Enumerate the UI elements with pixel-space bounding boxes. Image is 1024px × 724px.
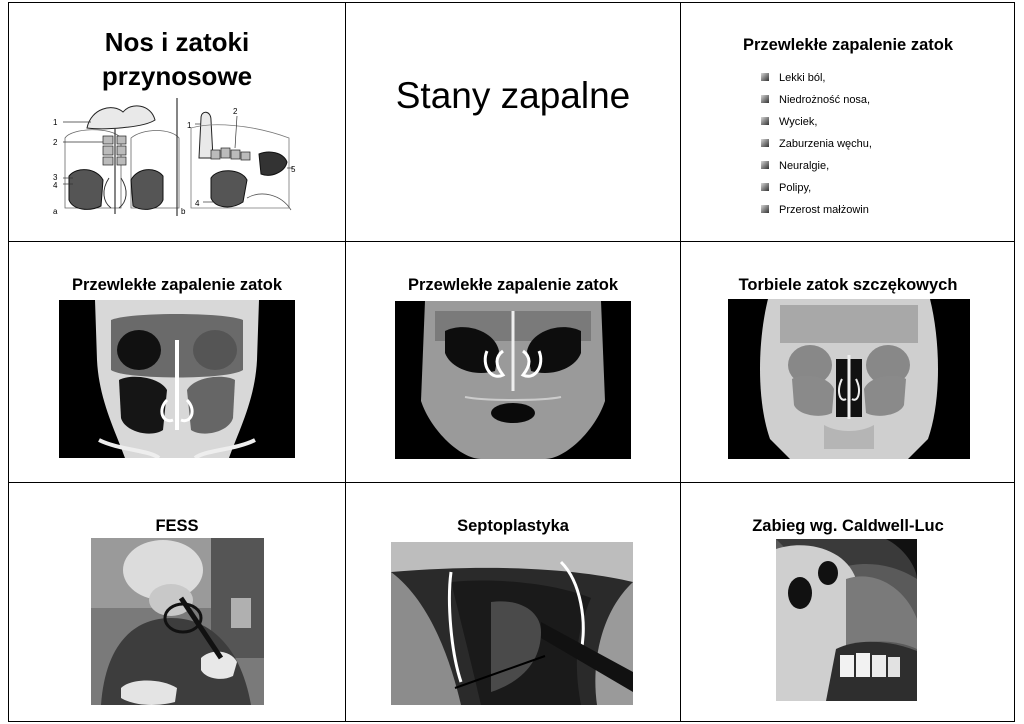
bullet-icon [761, 183, 769, 191]
figure-label: 2 [53, 138, 58, 147]
slide-title [9, 25, 345, 93]
list-item [761, 111, 872, 133]
slide-6 [681, 242, 1015, 482]
list-item-text: Niedrożność nosa, [779, 94, 871, 106]
list-item [761, 67, 872, 89]
sinus-anatomy-diagram [51, 98, 299, 216]
bullet-icon [761, 205, 769, 213]
slide-8 [346, 483, 680, 723]
figure-label: 2 [233, 107, 238, 116]
slide-title: Przewlekłe zapalenie zatok [742, 36, 953, 54]
figure-label: b [181, 207, 186, 216]
slide-title: Zabieg wg. Caldwell-Luc [752, 517, 944, 535]
bullet-icon [761, 117, 769, 125]
symptom-list [761, 67, 872, 221]
slide-title: Torbiele zatok szczękowych [738, 276, 958, 294]
bullet-icon [761, 95, 769, 103]
slide-title: Stany zapalne [395, 75, 631, 116]
list-item-text: Neuralgie, [779, 160, 830, 172]
figure-label: 4 [53, 181, 58, 190]
figure-label: 1 [53, 118, 58, 127]
slide-2 [346, 3, 680, 241]
slide-title: Przewlekłe zapalenie zatok [71, 276, 282, 294]
list-item-text: Lekki ból, [779, 72, 826, 84]
slide-1 [9, 3, 345, 241]
slide-title: FESS [155, 517, 199, 535]
bullet-icon [761, 73, 769, 81]
slide-title-line2: przynosowe [101, 61, 253, 91]
slide-5 [346, 242, 680, 482]
ct-scan-image [728, 299, 970, 459]
figure-label: 1 [187, 121, 192, 130]
figure-label: 3 [53, 173, 58, 182]
slide-title: Septoplastyka [457, 517, 569, 535]
figure-label: 5 [291, 165, 296, 174]
list-item-text: Przerost małżowin [779, 204, 869, 216]
list-item [761, 133, 872, 155]
surgery-photo [776, 539, 917, 701]
figure-label: 4 [195, 199, 200, 208]
list-item [761, 199, 872, 221]
surgery-photo [91, 538, 264, 705]
list-item-text: Wyciek, [779, 116, 818, 128]
slide-3 [681, 3, 1015, 241]
figure-label: a [53, 207, 58, 216]
slide-title: Przewlekłe zapalenie zatok [407, 276, 618, 294]
list-item [761, 177, 872, 199]
list-item [761, 89, 872, 111]
ct-scan-image [59, 300, 295, 458]
list-item-text: Zaburzenia węchu, [779, 138, 872, 150]
list-item-text: Polipy, [779, 182, 812, 194]
bullet-icon [761, 161, 769, 169]
slide-4 [9, 242, 345, 482]
slide-title-line1: Nos i zatoki [104, 27, 250, 57]
slide-grid [8, 2, 1015, 722]
slide-7 [9, 483, 345, 723]
ct-scan-image [395, 301, 631, 459]
slide-9 [681, 483, 1015, 723]
list-item [761, 155, 872, 177]
bullet-icon [761, 139, 769, 147]
surgery-photo [391, 542, 633, 705]
